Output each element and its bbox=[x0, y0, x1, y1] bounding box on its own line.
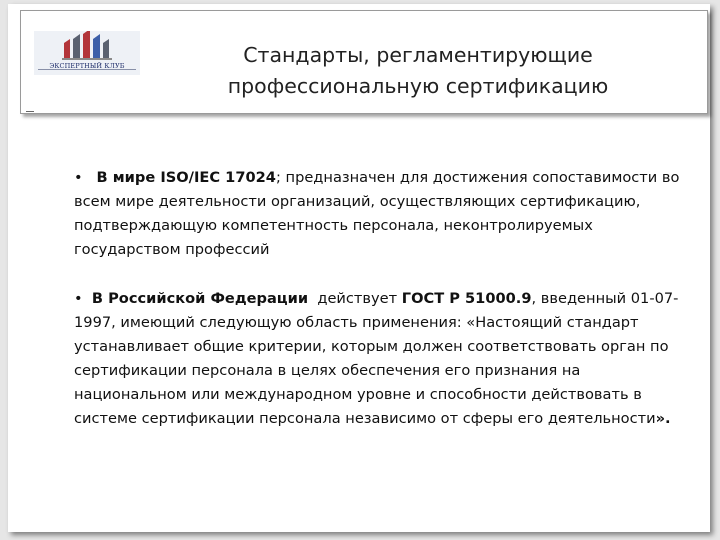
bullet-2-bold-standard: ГОСТ Р 51000.9 bbox=[401, 290, 532, 307]
bullet-2 bbox=[74, 287, 684, 431]
title-line-2: профессиональную сертификацию bbox=[227, 74, 609, 98]
logo-underline bbox=[38, 69, 136, 73]
bullet-1 bbox=[74, 166, 684, 262]
building-logo-icon bbox=[34, 31, 140, 61]
bullet-marker: • bbox=[74, 290, 83, 307]
bullet-1-bold: В мире ISO/IEC 17024 bbox=[96, 169, 276, 186]
bullet-2-bold-region: В Российской Федерации bbox=[91, 290, 309, 307]
bullet-marker: • bbox=[74, 169, 83, 186]
title-line-1: Стандарты, регламентирующие bbox=[243, 43, 593, 67]
logo-text: ЭКСПЕРТНЫЙ КЛУБ bbox=[49, 62, 125, 70]
bullet-2-mid: действует bbox=[308, 290, 402, 307]
body-text bbox=[74, 166, 684, 456]
slide bbox=[8, 4, 710, 532]
bullet-1-text: ; предназначен для достижения сопоставимости во всем мире деятельности организаций, осуществляющих сертификацию, подтверждающую компетентность персонала, неконтролируемых государством профессий bbox=[74, 169, 680, 258]
bullet-2-text: , введенный 01-07-1997, имеющий следующую область применения: «Настоящий стандарт устанавливает общие критерии, которым должен соответствовать орган по сертификации персонала в целях обеспечения его признания на национальном или международном уровне и способности действовать в системе сертификации персонала независимо от сферы его деятельности bbox=[74, 290, 679, 427]
slide-title bbox=[158, 40, 678, 102]
bullet-2-end: ». bbox=[655, 410, 671, 427]
logo bbox=[34, 31, 140, 75]
divider-mark bbox=[26, 111, 34, 112]
